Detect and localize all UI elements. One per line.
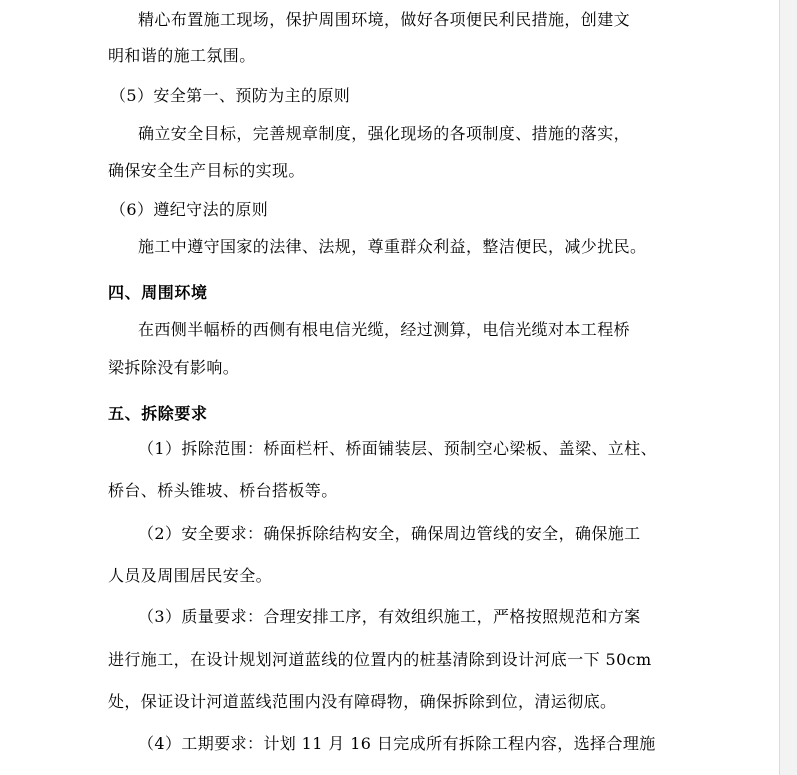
principle-heading: （5）安全第一、预防为主的原则: [110, 86, 351, 105]
paragraph-line: 在西侧半幅桥的西侧有根电信光缆，经过测算，电信光缆对本工程桥: [138, 320, 631, 339]
paragraph-line: 确保安全生产目标的实现。: [108, 161, 305, 180]
section-heading: 四、周围环境: [108, 283, 208, 302]
section-heading: 五、拆除要求: [108, 404, 208, 423]
paragraph-line: 桥台、桥头锥坡、桥台搭板等。: [108, 481, 338, 500]
scrollbar-track[interactable]: [779, 0, 797, 775]
paragraph-line: 施工中遵守国家的法律、法规，尊重群众利益，整洁便民，减少扰民。: [138, 237, 647, 256]
paragraph-line: 确立安全目标，完善规章制度，强化现场的各项制度、措施的落实，: [138, 124, 631, 143]
paragraph-line: 处，保证设计河道蓝线范围内没有障碍物，确保拆除到位，清运彻底。: [108, 692, 617, 711]
paragraph-line: 明和谐的施工氛围。: [108, 46, 256, 65]
paragraph-line: 人员及周围居民安全。: [108, 566, 273, 585]
principle-heading: （6）遵纪守法的原则: [110, 200, 269, 219]
paragraph-line: （4）工期要求：计划 11 月 16 日完成所有拆除工程内容，选择合理施: [138, 734, 656, 753]
paragraph-line: 梁拆除没有影响。: [108, 358, 240, 377]
paragraph-line: 精心布置施工现场，保护周围环境，做好各项便民利民措施，创建文: [138, 10, 631, 29]
paragraph-line: 进行施工，在设计规划河道蓝线的位置内的桩基清除到设计河底一下 50cm: [108, 650, 652, 669]
paragraph-line: （3）质量要求：合理安排工序，有效组织施工，严格按照规范和方案: [138, 607, 641, 626]
paragraph-line: （2）安全要求：确保拆除结构安全，确保周边管线的安全，确保施工: [138, 524, 641, 543]
paragraph-line: （1）拆除范围：桥面栏杆、桥面铺装层、预制空心梁板、盖梁、立柱、: [138, 439, 657, 458]
